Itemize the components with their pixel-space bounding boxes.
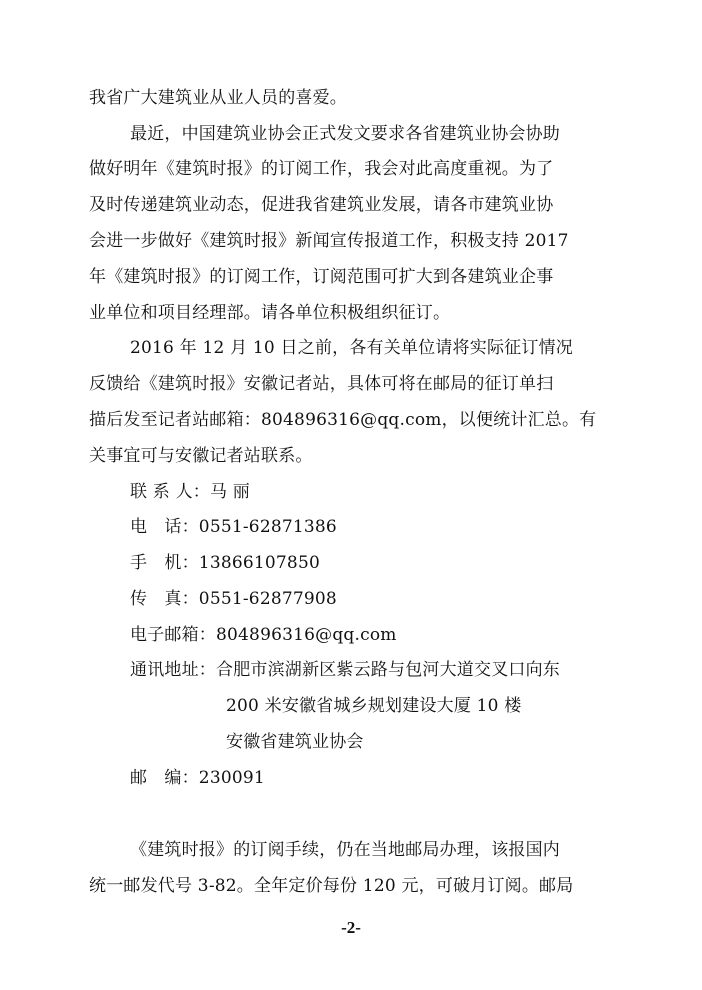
contact-fax: 传 真：0551-62877908 bbox=[130, 589, 337, 609]
paragraph-line: 会进一步做好《建筑时报》新闻宣传报道工作，积极支持 2017 bbox=[89, 231, 569, 251]
contact-email: 电子邮箱：804896316@qq.com bbox=[130, 625, 397, 645]
paragraph-line: 最近，中国建筑业协会正式发文要求各省建筑业协会协助 bbox=[130, 124, 560, 144]
paragraph-line: 《建筑时报》的订阅手续，仍在当地邮局办理，该报国内 bbox=[130, 840, 560, 860]
paragraph-line: 2016 年 12 月 10 日之前，各有关单位请将实际征订情况 bbox=[130, 338, 573, 358]
paragraph-line: 及时传递建筑业动态，促进我省建筑业发展，请各市建筑业协 bbox=[89, 195, 554, 215]
contact-address-line: 200 米安徽省城乡规划建设大厦 10 楼 bbox=[226, 696, 522, 716]
contact-phone: 电 话：0551-62871386 bbox=[130, 517, 337, 537]
contact-postcode: 邮 编：230091 bbox=[130, 768, 265, 788]
contact-address: 通讯地址：合肥市滨湖新区紫云路与包河大道交叉口向东 bbox=[130, 660, 560, 680]
paragraph-line: 关事宜可与安徽记者站联系。 bbox=[89, 446, 313, 466]
paragraph-line: 年《建筑时报》的订阅工作，订阅范围可扩大到各建筑业企事 bbox=[89, 267, 554, 287]
contact-mobile: 手 机：13866107850 bbox=[130, 553, 320, 573]
paragraph-line: 做好明年《建筑时报》的订阅工作，我会对此高度重视。为了 bbox=[89, 159, 554, 179]
paragraph-line: 描后发至记者站邮箱：804896316@qq.com，以便统计汇总。有 bbox=[89, 410, 597, 430]
page-number: -2- bbox=[341, 918, 361, 937]
paragraph-line: 业单位和项目经理部。请各单位积极组织征订。 bbox=[89, 303, 451, 323]
paragraph-line: 我省广大建筑业从业人员的喜爱。 bbox=[89, 88, 347, 108]
paragraph-line: 反馈给《建筑时报》安徽记者站，具体可将在邮局的征订单扫 bbox=[89, 374, 554, 394]
contact-address-line: 安徽省建筑业协会 bbox=[226, 732, 364, 752]
contact-person: 联 系 人：马 丽 bbox=[130, 482, 251, 502]
paragraph-line: 统一邮发代号 3-82。全年定价每份 120 元，可破月订阅。邮局 bbox=[89, 876, 574, 896]
